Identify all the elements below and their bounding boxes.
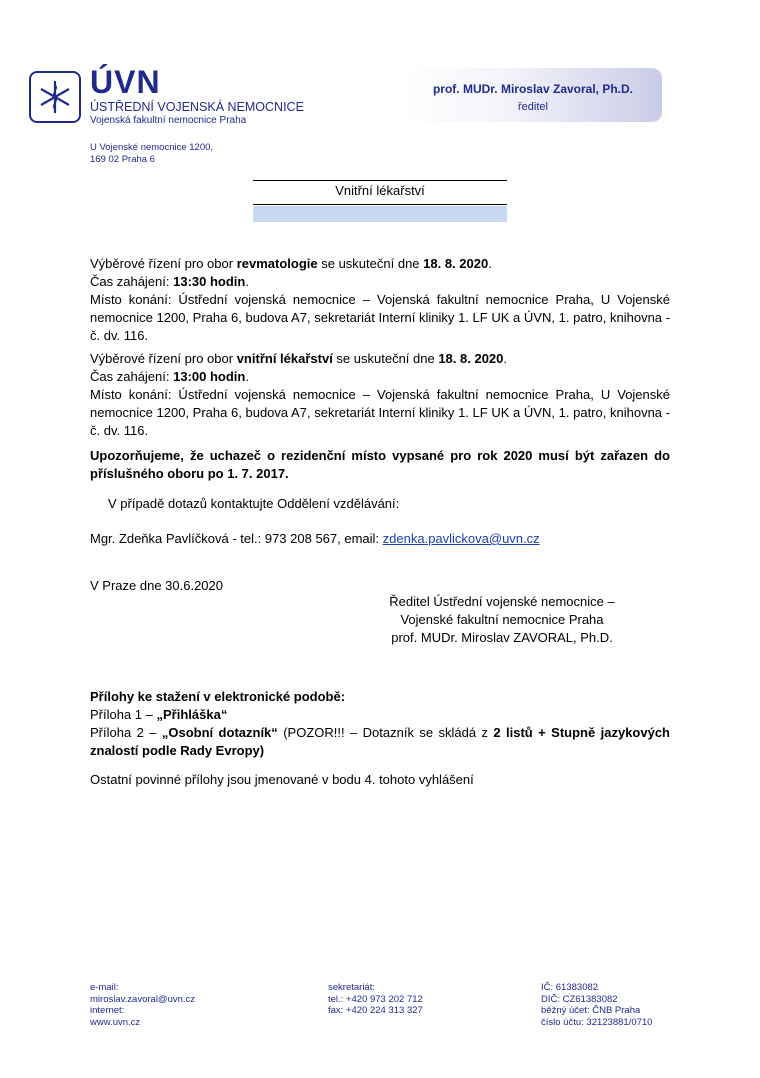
selection-block-vnitrni-lekarstvi: Výběrové řízení pro obor vnitřní lékařství se uskuteční dne 18. 8. 2020. Čas zahájení: 13:00 hodin. Místo konání: Ústřední vojenská nemocnice – Vojenská fakultní nemocnice Praha, U Vojenské nemocnice 1200, Praha 6, budova A7, sekretariát Interní kliniky 1. LF UK a ÚVN, 1. patro, knihovna - č. dv. 116. (90, 351, 670, 438)
field-name: revmatologie (236, 256, 318, 271)
selection-block-revmatologie: Výběrové řízení pro obor revmatologie se uskuteční dne 18. 8. 2020. Čas zahájení: 13:30 hodin. Místo konání: Ústřední vojenská nemocnice – Vojenská fakultní nemocnice Praha, U Vojenské nemocnice 1200, Praha 6, budova A7, sekretariát Interní kliniky 1. LF UK a ÚVN, 1. patro, knihovna - č. dv. 116. (90, 256, 670, 343)
attachment-1: „Přihláška“ (156, 707, 228, 722)
divider (253, 180, 507, 181)
footer-company-ids: IČ: 61383082 DIČ: CZ61383082 běžný účet: ČNB Praha číslo účtu: 32123881/0710 (541, 982, 653, 1028)
uvn-logo (29, 71, 81, 123)
footer-website: www.uvn.cz (90, 1016, 141, 1028)
director-role: ředitel (518, 101, 548, 113)
org-address (90, 142, 213, 166)
footer-fax: fax: +420 224 313 327 (328, 1005, 423, 1016)
start-time: 13:00 hodin (173, 369, 246, 384)
divider (253, 204, 507, 205)
signature-line: Vojenské fakultní nemocnice Praha (400, 612, 604, 627)
footer-contact: e-mail: miroslav.zavoral@uvn.cz internet: www.uvn.cz (90, 982, 196, 1028)
address-line: 169 02 Praha 6 (90, 154, 155, 165)
contact-email-link[interactable]: zdenka.pavlickova@uvn.cz (382, 531, 540, 546)
org-subtitle: Vojenská fakultní nemocnice Praha (90, 115, 247, 126)
signature-line: prof. MUDr. Miroslav ZAVORAL, Ph.D. (391, 630, 613, 645)
footer-phone: tel.: +420 973 202 712 (328, 993, 423, 1005)
field-name: vnitřní lékařství (236, 351, 333, 366)
department-name: Vnitřní lékařství (335, 183, 425, 198)
address-line: U Vojenské nemocnice 1200, (90, 142, 214, 153)
start-time: 13:30 hodin (173, 274, 246, 289)
place-date: V Praze dne 30.6.2020 (90, 578, 223, 593)
signature-line: Ředitel Ústřední vojenské nemocnice – (389, 594, 615, 609)
venue: Místo konání: Ústřední vojenská nemocnice – Vojenská fakultní nemocnice Praha, U Vojenské nemocnice 1200, Praha 6, budova A7, sekretariát Interní kliniky 1. LF UK a ÚVN, 1. patro, knihovna - č. dv. 116. (90, 387, 670, 438)
contact-intro: V případě dotazů kontaktujte Oddělení vzdělávání: (108, 496, 400, 511)
department-highlight (253, 206, 507, 222)
signature-block (352, 593, 652, 647)
contact-line: Mgr. Zdeňka Pavlíčková - tel.: 973 208 567, email: zdenka.pavlickova@uvn.cz (90, 531, 540, 546)
org-name: ÚSTŘEDNÍ VOJENSKÁ NEMOCNICE (90, 100, 304, 114)
date: 18. 8. 2020 (438, 351, 504, 366)
footer-secretariat: sekretariát: tel.: +420 973 202 712 fax: +420 224 313 327 (328, 982, 423, 1016)
attachments: Přílohy ke stažení v elektronické podobě: Příloha 1 – „Přihláška“ Příloha 2 – „Osobní dotazník“ (POZOR!!! – Dotazník se skládá z 2 listů + Stupně jazykových znalostí podle Rady Evropy) (90, 689, 670, 758)
attachment-2: „Osobní dotazník“ (161, 725, 278, 740)
date: 18. 8. 2020 (423, 256, 489, 271)
medical-star-icon (31, 73, 79, 121)
venue: Místo konání: Ústřední vojenská nemocnice – Vojenská fakultní nemocnice Praha, U Vojenské nemocnice 1200, Praha 6, budova A7, sekretariát Interní kliniky 1. LF UK a ÚVN, 1. patro, knihovna - č. dv. 116. (90, 292, 670, 343)
attachments-heading: Přílohy ke stažení v elektronické podobě: (90, 689, 346, 704)
footer-email: miroslav.zavoral@uvn.cz (90, 993, 196, 1005)
notice: Upozorňujeme, že uchazeč o rezidenční místo vypsané pro rok 2020 musí být zařazen do příslušného oboru po 1. 7. 2017. (90, 448, 670, 481)
director-name: prof. MUDr. Miroslav Zavoral, Ph.D. (432, 82, 634, 96)
other-attachments-note: Ostatní povinné přílohy jsou jmenované v bodu 4. tohoto vyhlášení (90, 772, 474, 787)
org-short-name: ÚVN (90, 64, 161, 100)
